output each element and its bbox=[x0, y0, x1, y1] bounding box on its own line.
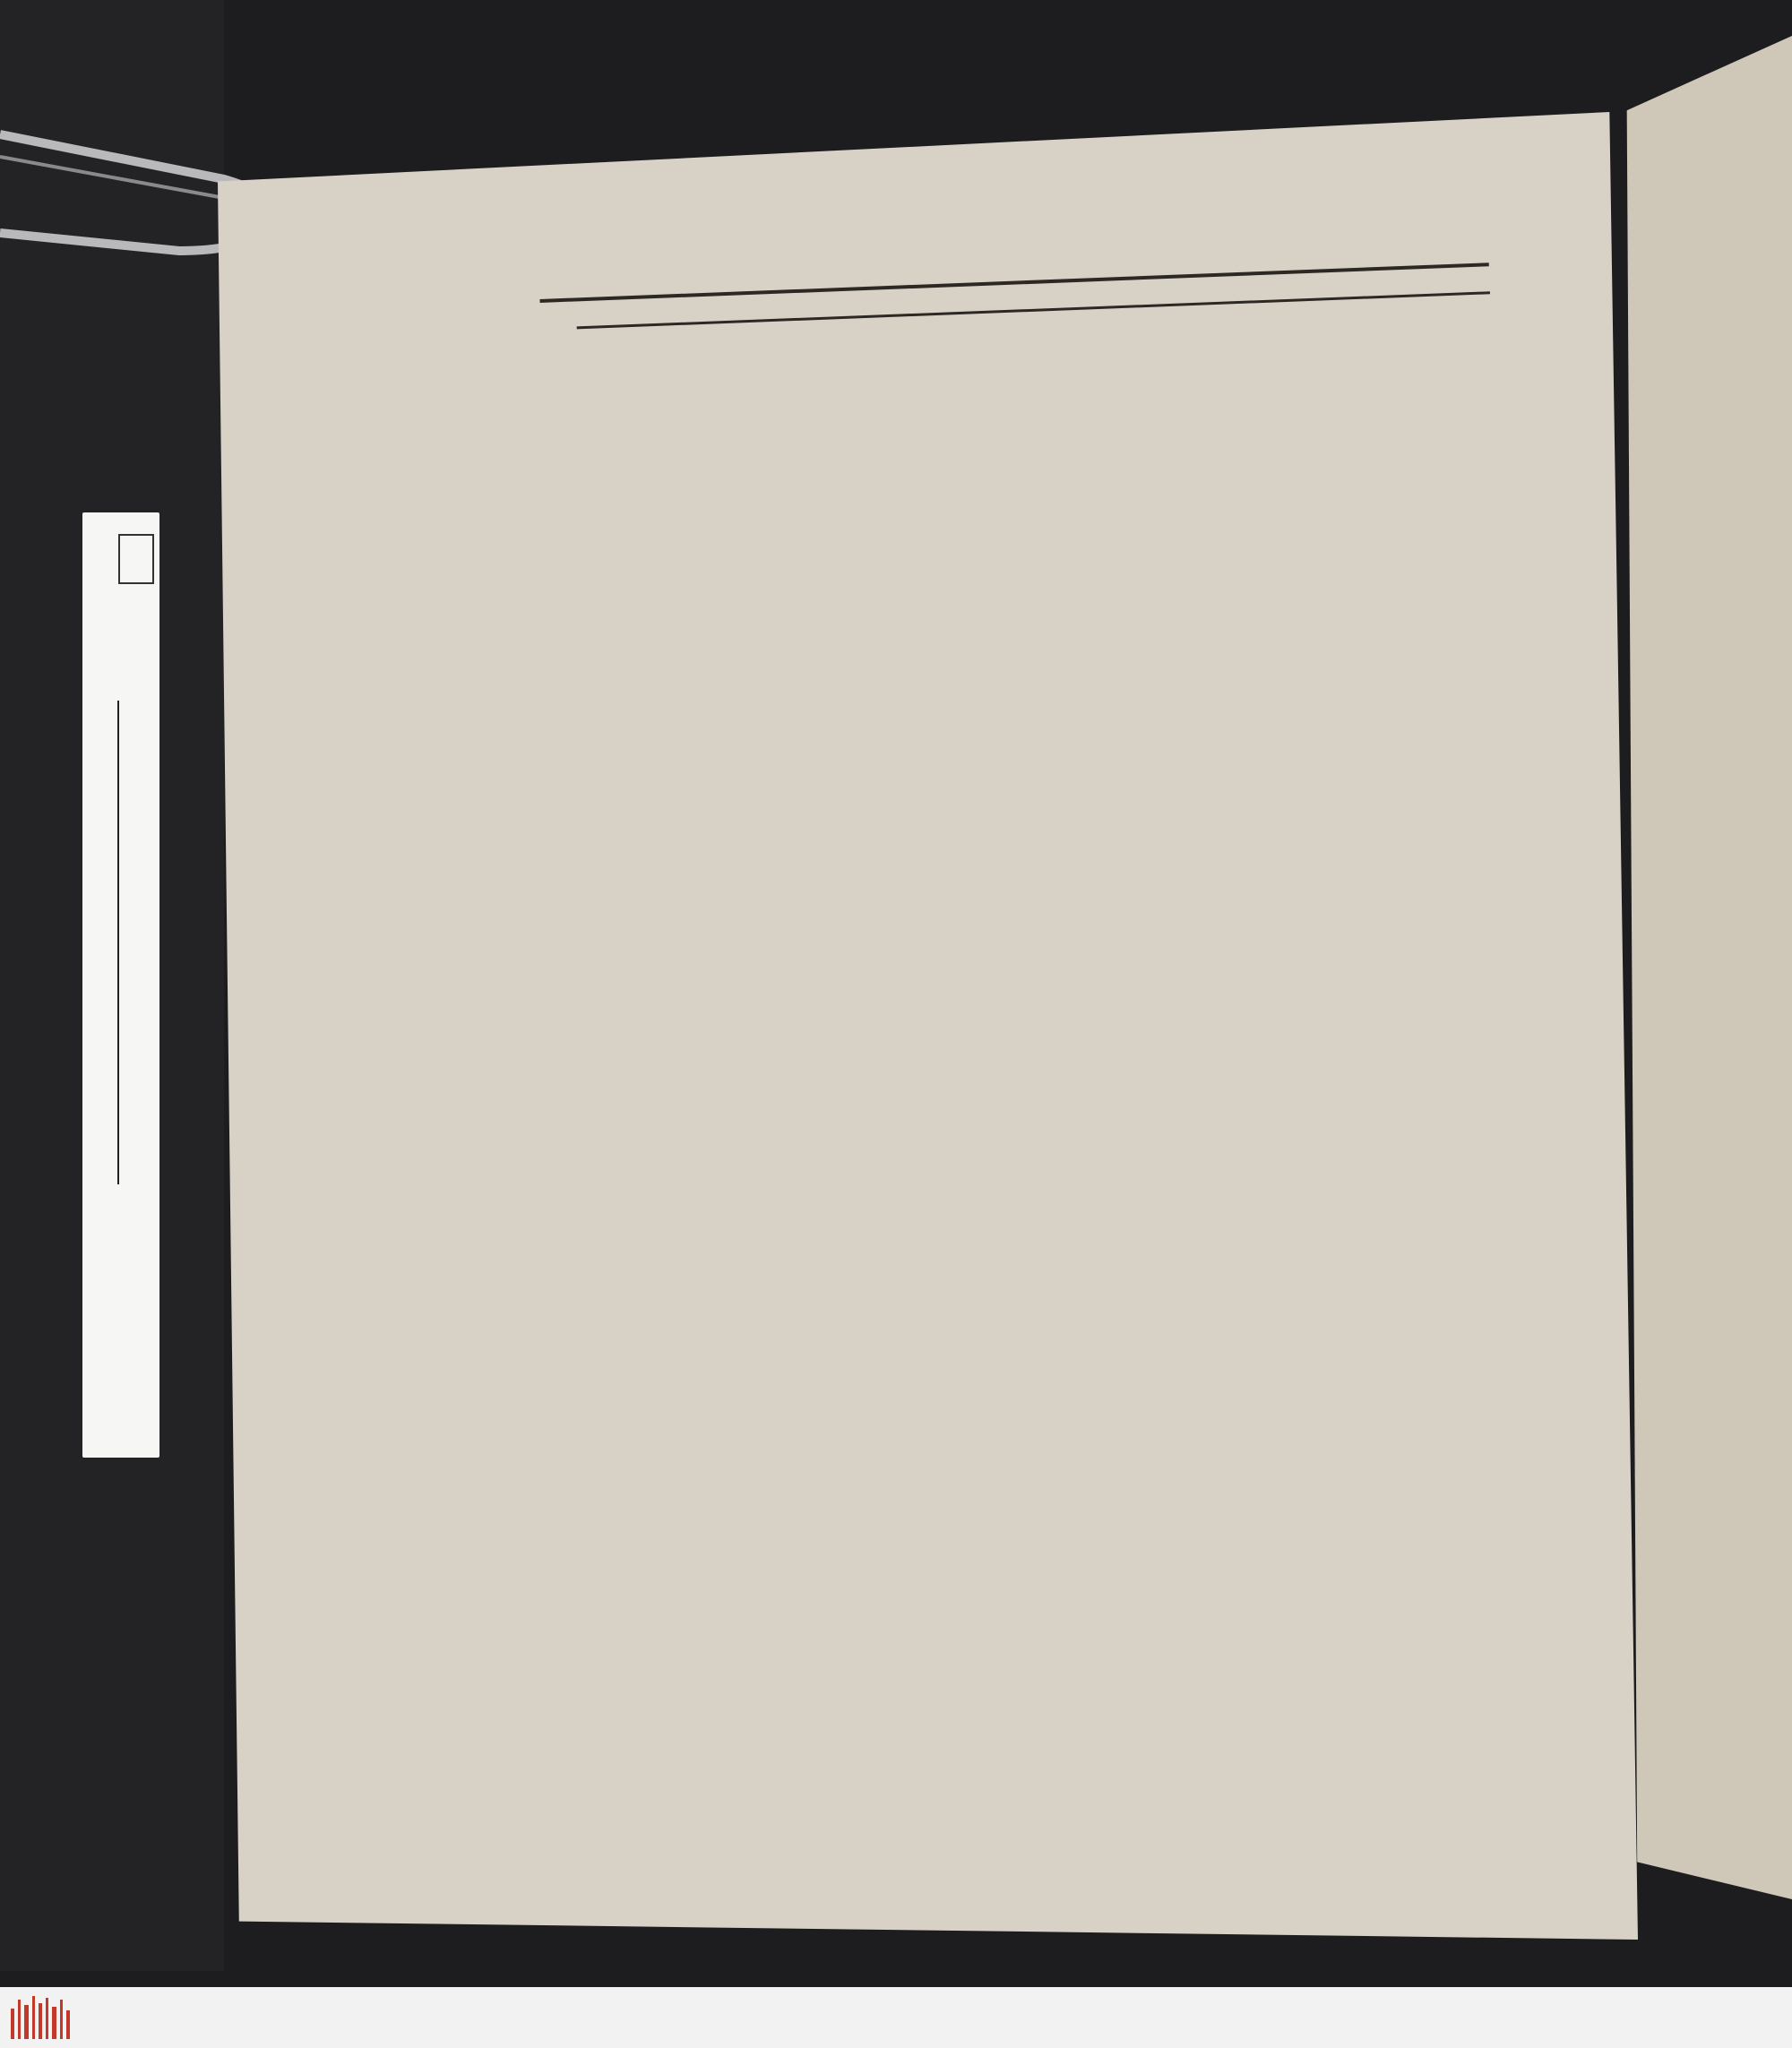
barcode-icon bbox=[11, 1996, 73, 2039]
gray-scale-card bbox=[82, 512, 159, 1458]
gray-swatch-black bbox=[118, 634, 151, 684]
library-name bbox=[82, 1104, 163, 1507]
facing-page bbox=[1620, 36, 1792, 1899]
gray-swatch-mid bbox=[118, 584, 151, 634]
book-page bbox=[218, 112, 1638, 1940]
gray-swatch-white bbox=[118, 534, 154, 584]
footer-bar bbox=[0, 1987, 1792, 2048]
